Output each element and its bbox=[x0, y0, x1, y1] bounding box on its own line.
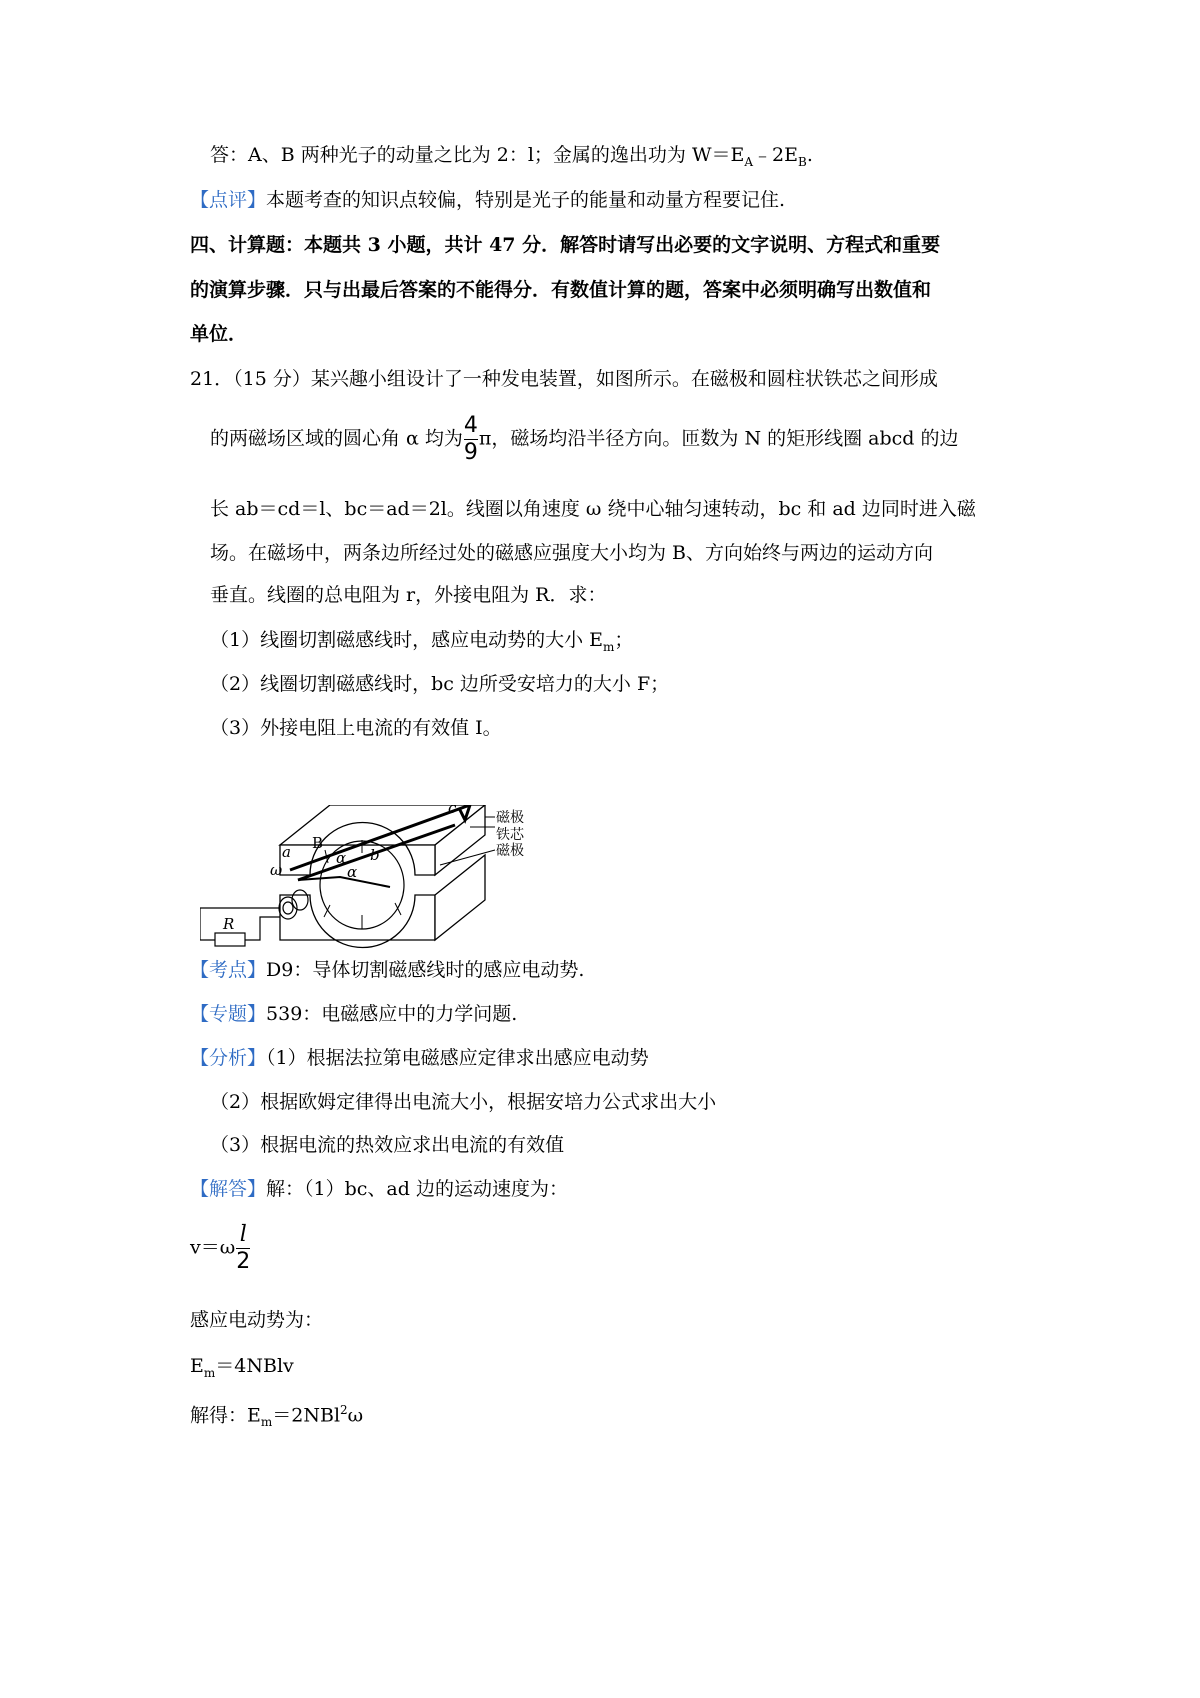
fraction bbox=[236, 1222, 250, 1275]
generator-figure bbox=[200, 805, 560, 955]
fenxi-tag: 【分析】 bbox=[190, 1047, 267, 1069]
problem-text: π，磁场均沿半径方向。匝数为 N 的矩形线圈 abcd 的边 bbox=[478, 427, 959, 450]
label-R: R bbox=[223, 915, 235, 933]
question-1 bbox=[210, 628, 633, 659]
kaodian-text: D9：导体切割磁感线时的感应电动势. bbox=[266, 959, 585, 981]
problem-text: 的两磁场区域的圆心角 α 均为 bbox=[210, 427, 463, 450]
comment-tag: 【点评】 bbox=[190, 189, 267, 211]
problem-line-5: 垂直。线圈的总电阻为 r，外接电阻为 R．求： bbox=[210, 584, 607, 606]
comment-line bbox=[190, 188, 785, 212]
formula-text: E bbox=[190, 1355, 204, 1377]
problem-line-4: 场。在磁场中，两条边所经过处的磁感应强度大小均为 B、方向始终与两边的运动方向 bbox=[210, 542, 934, 564]
label-alpha-1: α bbox=[336, 849, 347, 867]
jieda-tag: 【解答】 bbox=[190, 1178, 267, 1200]
question-2: （2）线圈切割磁感线时，bc 边所受安培力的大小 F； bbox=[210, 673, 670, 695]
label-b: b bbox=[370, 846, 380, 864]
fenxi-text: （1）根据法拉第电磁感应定律求出感应电动势 bbox=[266, 1047, 649, 1069]
fenxi-line-2: （2）根据欧姆定律得出电流大小，根据安培力公式求出大小 bbox=[210, 1091, 717, 1113]
label-B: B bbox=[312, 834, 324, 852]
comment-text: 本题考查的知识点较偏，特别是光子的能量和动量方程要记住. bbox=[266, 189, 786, 211]
subscript: m bbox=[203, 1365, 216, 1380]
label-magnet-bottom: 磁极 bbox=[496, 843, 524, 859]
fraction bbox=[464, 413, 478, 466]
subscript: m bbox=[260, 1415, 273, 1430]
external-circuit bbox=[200, 908, 280, 946]
kaodian-tag: 【考点】 bbox=[190, 959, 267, 981]
answer-line bbox=[210, 143, 813, 174]
label-a: a bbox=[282, 843, 291, 861]
fraction-numerator: 4 bbox=[463, 413, 478, 438]
fraction-numerator: l bbox=[239, 1222, 247, 1247]
problem-line-1: 21．（15 分）某兴趣小组设计了一种发电装置，如图所示。在磁极和圆柱状铁芯之间形成 bbox=[190, 368, 938, 390]
problem-line-2 bbox=[210, 413, 959, 466]
question-3: （3）外接电阻上电流的有效值 I。 bbox=[210, 717, 502, 739]
formula-text: ω bbox=[347, 1404, 364, 1427]
fenxi-line-3: （3）根据电流的热效应求出电流的有效值 bbox=[210, 1134, 565, 1156]
fenxi-line-1 bbox=[190, 1046, 649, 1070]
zhuanti-tag: 【专题】 bbox=[190, 1003, 267, 1025]
jieda-line bbox=[190, 1177, 568, 1201]
fraction-denominator: 9 bbox=[463, 440, 478, 465]
kaodian-line bbox=[190, 958, 584, 982]
fraction-denominator: 2 bbox=[236, 1249, 251, 1274]
question-text: ； bbox=[614, 629, 634, 651]
answer-text: 答：A、B 两种光子的动量之比为 2：l；金属的逸出功为 W＝E bbox=[210, 144, 745, 166]
subscript: B bbox=[798, 154, 807, 169]
formula-text: ＝2NBl bbox=[272, 1404, 341, 1427]
answer-text: ﹣2E bbox=[753, 144, 799, 166]
question-text: （1）线圈切割磁感线时，感应电动势的大小 E bbox=[210, 629, 603, 651]
jieda-text: 解：（1）bc、ad 边的运动速度为： bbox=[266, 1178, 568, 1200]
section-heading-line-1: 四、计算题：本题共 3 小题，共计 47 分．解答时请写出必要的文字说明、方程式和重要 bbox=[190, 234, 941, 256]
emf-formula-1 bbox=[190, 1354, 294, 1385]
label-omega: ω bbox=[270, 861, 283, 879]
zhuanti-text: 539：电磁感应中的力学问题. bbox=[266, 1003, 518, 1025]
formula-text: ＝4NBlv bbox=[215, 1355, 294, 1377]
subscript: m bbox=[603, 639, 615, 654]
formula-text: v＝ω bbox=[190, 1236, 236, 1259]
zhuanti-line bbox=[190, 1002, 517, 1026]
problem-line-3: 长 ab＝cd＝l、bc＝ad＝2l。线圈以角速度 ω 绕中心轴匀速转动，bc 和 ad 边同时进入磁 bbox=[210, 498, 976, 520]
formula-text: 解得：E bbox=[190, 1404, 261, 1427]
section-heading-line-2: 的演算步骤．只与出最后答案的不能得分．有数值计算的题，答案中必须明确写出数值和 bbox=[190, 279, 932, 301]
superscript: 2 bbox=[340, 1403, 348, 1417]
label-magnet-top: 磁极 bbox=[496, 810, 524, 826]
velocity-formula bbox=[190, 1222, 251, 1275]
emf-label: 感应电动势为： bbox=[190, 1309, 324, 1331]
label-alpha-2: α bbox=[347, 863, 358, 881]
answer-text: . bbox=[806, 144, 813, 166]
emf-formula-2 bbox=[190, 1398, 363, 1434]
subscript: A bbox=[744, 154, 754, 169]
section-heading-line-3: 单位． bbox=[190, 323, 248, 345]
label-c: c bbox=[448, 805, 457, 817]
label-core: 铁芯 bbox=[496, 827, 524, 843]
